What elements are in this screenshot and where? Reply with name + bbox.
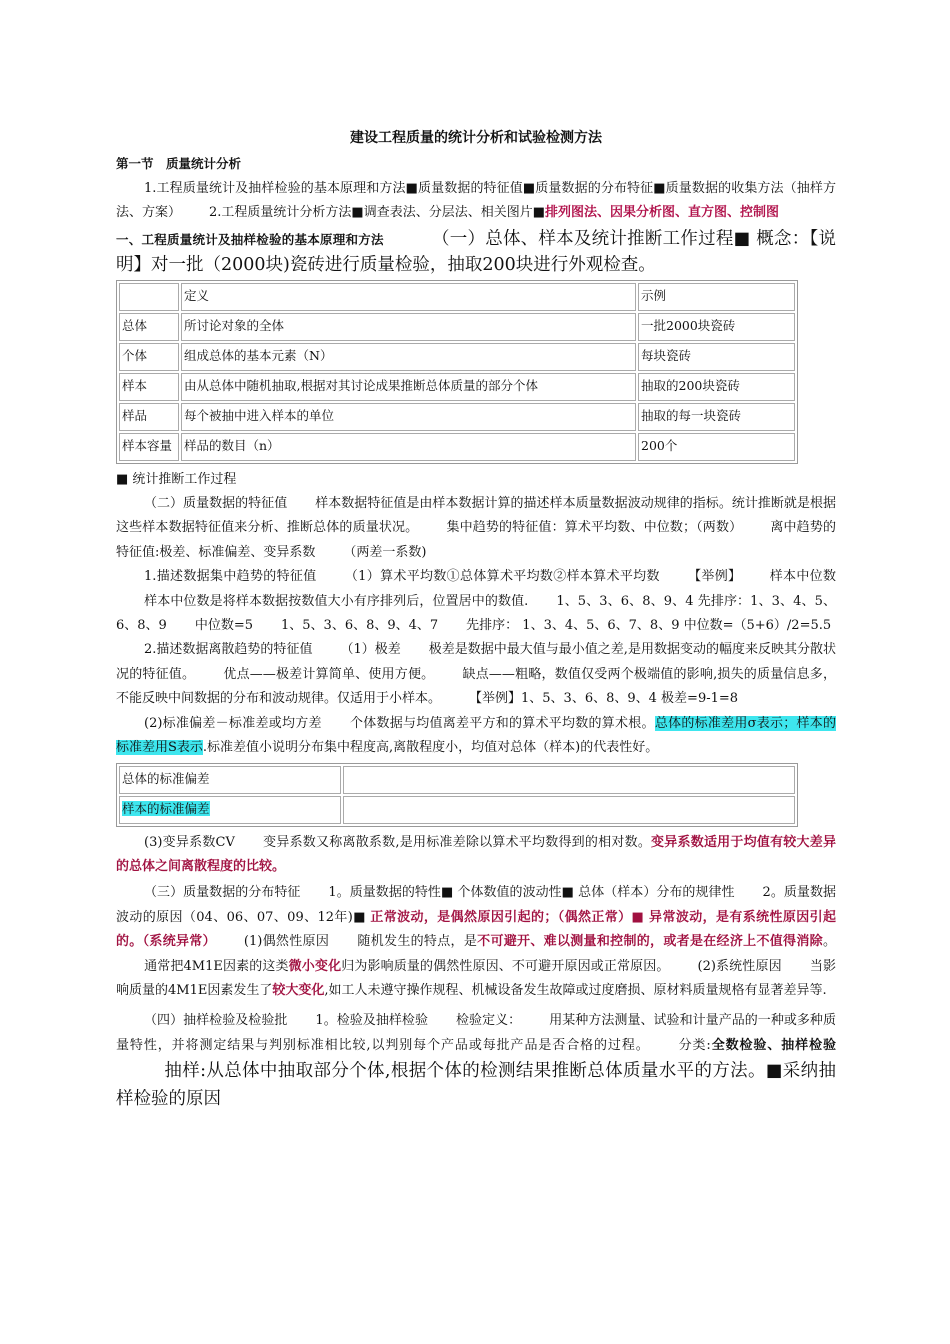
char-central: 集中趋势的特征值：算术平均数、中位数；（两数）	[446, 520, 743, 536]
intro-text-1: 1.工程质量统计及抽样检验的基本原理和方法■质量数据的特征值■质量数据的分布特征■质量数据的收集方法（抽样方法、方案）	[116, 180, 836, 221]
char-dispersion: 离中趋势的特征值:极差、标准偏差、变异系数	[116, 520, 836, 560]
dispersion-paragraph	[116, 638, 836, 711]
central-example-1: 1、5、3、6、8、9、4 先排序：1、3、4、5、6、8、9	[116, 593, 836, 634]
char-text: 样本数据特征值是由样本数据计算的描述样本质量数据波动规律的指标。统计推断就是根据这些样本数据特征值来分析、推断总体的质量状况。	[116, 496, 836, 536]
heading-1: 一、工程质量统计及抽样检验的基本原理和方法	[116, 231, 384, 247]
table-cell: 每个被抽中进入样本的单位	[181, 403, 636, 431]
cv-heading: (3)变异系数CV	[144, 834, 235, 850]
table-cell: 200个	[638, 433, 795, 461]
table-header-cell	[119, 283, 179, 311]
table-cell: 组成总体的基本元素（N）	[181, 343, 636, 371]
table-cell: 由从总体中随机抽取,根据对其讨论成果推断总体质量的部分个体	[181, 373, 636, 401]
central-example-label: 【举例】	[687, 569, 742, 585]
disp-disadvantage: 缺点——粗略，数值仅受两个极端值的影响,损失的质量信息多，不能反映中间数据的分布和波动规律。仅适用于小样本。	[116, 666, 836, 707]
std-table	[116, 763, 798, 827]
table-cell: 抽取的200块瓷砖	[638, 373, 795, 401]
disp-heading: 2.描述数据离散趋势的特征值	[144, 642, 313, 658]
table-cell	[119, 796, 341, 824]
distribution-paragraph	[116, 881, 836, 1003]
table-cell: 抽取的每一块瓷砖	[638, 403, 795, 431]
table-cell: 样本容量	[119, 433, 179, 461]
disp-range-label: （1）极差	[340, 642, 401, 658]
central-paragraph	[116, 565, 836, 638]
table-cell: 样品	[119, 403, 179, 431]
table-cell: 所讨论对象的全体	[181, 313, 636, 341]
dist-period: 。	[822, 934, 836, 950]
table-row	[119, 373, 795, 401]
table-row	[119, 403, 795, 431]
table-row	[119, 343, 795, 371]
page-title: 建设工程质量的统计分析和试验检测方法	[350, 130, 602, 146]
characteristic-paragraph	[116, 492, 836, 565]
table-cell: 总体的标准偏差	[119, 766, 341, 794]
cv-definition: 变异系数又称离散系数,是用标准差除以算术平均数得到的相对数。	[262, 834, 652, 850]
dist-random-highlight: 不可避开、难以测量和控制的，或者是在经济上不值得消除	[477, 934, 823, 950]
samp-subheading: 1。检验及抽样检验	[315, 1013, 428, 1029]
concept-paragraph: （一）总体、样本及统计推断工作过程■ 概念：【说明】对一批（2000块)瓷砖进行质量检验，抽取200块进行外观检查。	[116, 228, 836, 275]
table-cell: 个体	[119, 343, 179, 371]
std-paragraph	[116, 712, 836, 761]
samp-classes: 全数检验、抽样检验	[710, 1037, 836, 1053]
intro-highlight: 排列图法、因果分析图、直方图、控制图	[545, 205, 780, 221]
dist-systematic-label: (2)系统性原因	[697, 958, 782, 974]
dist-small-change: 微小变化	[288, 958, 342, 974]
table-row	[119, 766, 795, 794]
std-text: .标准差值小说明分布集中程度高,离散程度小，均值对总体（样本)的代表性好。	[202, 740, 659, 756]
bullet-line: ■ 统计推断工作过程	[116, 471, 237, 487]
table-cell: 一批2000块瓷砖	[638, 313, 795, 341]
char-heading: （二）质量数据的特征值	[144, 496, 288, 512]
central-mean: （1）算术平均数①总体算术平均数②样本算术平均数	[344, 569, 660, 585]
dist-large-change: 较大变化	[272, 982, 325, 998]
std-definition: 个体数据与均值离差平方和的算术平均数的算术根。	[349, 715, 655, 731]
table-cell: 样本	[119, 373, 179, 401]
std-heading: (2)标准偏差－标准差或均方差	[144, 715, 322, 731]
dist-characteristics: 1。质量数据的特性■ 个体数值的波动性■ 总体（样本）分布的规律性	[328, 885, 735, 901]
samp-definition: 用某种方法测量、试验和计量产品的一种或多种质量特性，并将测定结果与判别标准相比较,以判别每个产品或每批产品是否合格的过程。	[116, 1013, 836, 1053]
table-row	[119, 433, 795, 461]
central-median-text: 样本中位数是将样本数据按数值大小有序排列后，位置居中的数值.	[144, 593, 529, 609]
table-header-cell: 定义	[181, 283, 636, 311]
heading-paragraph	[116, 226, 836, 278]
samp-sampling-text: 抽样:从总体中抽取部分个体,根据个体的检测结果推断总体质量水平的方法。■采纳抽样检验的原因	[116, 1061, 836, 1109]
document-body	[116, 126, 836, 1113]
samp-heading: （四）抽样检验及检验批	[144, 1013, 288, 1029]
disp-example: 【举例】1、5、3、6、8、9、4 极差=9-1=8	[469, 691, 739, 707]
dist-random-text: 随机发生的特点，是	[357, 934, 478, 950]
table-header-cell: 示例	[638, 283, 795, 311]
intro-text-2: 2.工程质量统计分析方法■调查表法、分层法、相关图片■	[209, 205, 545, 221]
dist-causes: 2。质量数据波动的原因（04、06、07、09、12年)■	[116, 885, 836, 925]
cv-highlight: 变异系数适用于均值有较大差异的总体之间离散程度的比较。	[116, 834, 836, 874]
dist-systematic-examples: ,如工人未遵守操作规程、机械设备发生故障或过度磨损、原材料质量规格有显著差异等.	[324, 982, 827, 998]
dist-4m1e-text: 通常把4M1E因素的这类	[144, 958, 289, 974]
dist-causes-highlight: 正常波动，是偶然原因引起的；（偶然正常）■ 异常波动，是有系统性原因引起的。（系统异常）	[116, 909, 836, 950]
table-cell: 样品的数目（n）	[181, 433, 636, 461]
disp-range-text: 极差是数据中最大值与最小值之差,是用数据变动的幅度来反映其分散状况的特征值。	[116, 642, 836, 682]
cv-paragraph	[116, 831, 836, 880]
table-cell: 每块瓷砖	[638, 343, 795, 371]
intro-paragraph	[116, 177, 836, 226]
concept-table	[116, 280, 798, 464]
char-note: （两差一系数)	[343, 544, 427, 560]
samp-class-label: 分类:	[677, 1037, 711, 1053]
std-highlight: 总体的标准差用σ表示；样本的标准差用S表示	[116, 715, 836, 756]
table-row	[119, 796, 795, 824]
table-header-row	[119, 283, 795, 311]
central-median-label: 样本中位数	[769, 569, 836, 585]
central-median-1: 中位数=5	[194, 618, 253, 634]
dist-random-label: (1)偶然性原因	[243, 934, 330, 950]
table-cell	[343, 766, 795, 794]
dist-heading: （三）质量数据的分布特征	[144, 885, 301, 901]
std-sample-label: 样本的标准偏差	[122, 801, 210, 817]
central-example-2: 1、5、3、6、8、9、4、7	[281, 618, 439, 634]
table-cell	[343, 796, 795, 824]
samp-def-label: 检验定义：	[455, 1013, 522, 1029]
table-row	[119, 313, 795, 341]
section-heading: 第一节 质量统计分析	[116, 156, 242, 172]
dist-random-conclusion: 归为影响质量的偶然性原因、不可避开原因或正常原因。	[341, 958, 670, 974]
dist-systematic-text: 当影响质量的4M1E因素发生了	[116, 958, 836, 998]
central-median-2: 先排序： 1、3、4、5、6、7、8、9 中位数=（5+6）/2=5.5	[466, 618, 832, 634]
central-heading: 1.描述数据集中趋势的特征值	[144, 569, 317, 585]
sampling-paragraph	[116, 1009, 836, 1113]
table-cell: 总体	[119, 313, 179, 341]
disp-advantage: 优点——极差计算简单、使用方便。	[223, 666, 435, 682]
